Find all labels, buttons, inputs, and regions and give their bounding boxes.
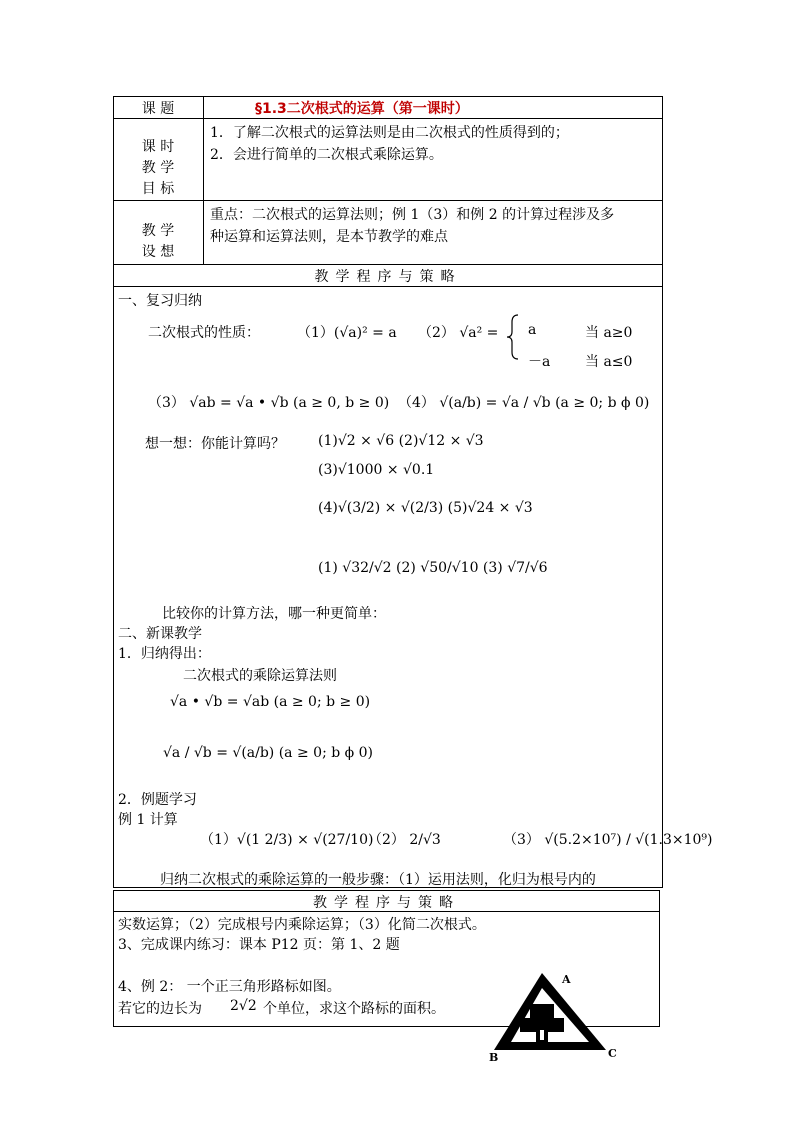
example-1-a: （1）√(1 2/3) × √(27/10)	[200, 832, 374, 848]
vertex-a-label: A	[562, 973, 571, 986]
subheading-2: 2．例题学习	[118, 792, 197, 808]
rule-divide: √a / √b = √(a/b) (a ≥ 0; b ϕ 0)	[163, 745, 374, 761]
side-length-value: 2√2	[230, 998, 257, 1014]
property-1: （1）(√a)² = a	[297, 325, 397, 341]
practice-text: 3、完成课内练习：课本 P12 页：第 1、2 题	[118, 937, 400, 953]
exercise-line: (3)√1000 × √0.1	[318, 462, 435, 478]
section-header: 教学程序与策略	[314, 269, 462, 285]
example-2-side-label: 若它的边长为	[118, 1001, 202, 1017]
review-heading: 一、复习归纳	[118, 293, 202, 309]
case-2: －a	[528, 354, 551, 370]
continue-text: 实数运算；（2）完成根号内乘除运算；（3）化简二次根式。	[118, 917, 486, 933]
brace-icon	[506, 314, 520, 360]
example-1-label: 例 1 计算	[118, 812, 178, 828]
case-1: a	[528, 322, 537, 338]
subheading-1: 1．归纳得出：	[118, 646, 211, 662]
compare-text: 比较你的计算方法，哪一种更简单：	[162, 606, 386, 622]
triangle-sign-figure	[488, 968, 613, 1060]
newlesson-heading: 二、新课教学	[118, 626, 202, 642]
property-4: （4） √(a/b) = √a / √b (a ≥ 0; b ϕ 0)	[398, 395, 650, 411]
vertex-b-label: B	[489, 1051, 499, 1064]
design-label: 教 学 设 想	[141, 223, 175, 260]
case-2-condition: 当 a≤0	[585, 354, 633, 370]
example-1-c: （3） √(5.2×10⁷) / √(1.3×10⁹)	[503, 832, 713, 848]
rule-title: 二次根式的乘除运算法则	[183, 668, 337, 684]
example-2-question: 个单位，求这个路标的面积。	[263, 1001, 445, 1017]
vertex-c-label: C	[608, 1047, 617, 1060]
case-1-condition: 当 a≥0	[585, 325, 633, 341]
exercise-line: (4)√(3/2) × √(2/3) (5)√24 × √3	[318, 500, 533, 516]
property-2-label: （2） √a² =	[418, 325, 499, 341]
topic-label: 课 题	[141, 101, 175, 117]
design-text: 重点：二次根式的运算法则；例 1（3）和例 2 的计算过程涉及多 种运算和运算法则，是本节教学的难点	[210, 207, 615, 245]
lesson-title: §1.3二次根式的运算（第一课时）	[255, 101, 469, 117]
goal-label: 课 时 教 学 目 标	[141, 139, 175, 197]
rule-multiply: √a • √b = √ab (a ≥ 0; b ≥ 0)	[170, 694, 371, 710]
think-prompt: 想一想：你能计算吗？	[145, 436, 285, 452]
goal-item: 2．会进行简单的二次根式乘除运算。	[210, 147, 443, 163]
summary-text: 归纳二次根式的乘除运算的一般步骤：（1）运用法则，化归为根号内的	[160, 872, 596, 888]
exercise-line: (1)√2 × √6 (2)√12 × √3	[318, 433, 484, 449]
goal-item: 1．了解二次根式的运算法则是由二次根式的性质得到的；	[210, 125, 569, 141]
goals-list	[210, 122, 569, 166]
property-3: （3） √ab = √a • √b (a ≥ 0, b ≥ 0)	[148, 395, 390, 411]
example-2-text: 4、例 2： 一个正三角形路标如图。	[118, 979, 341, 995]
example-1-b: （2） 2/√3	[368, 832, 441, 848]
section-header-2: 教学程序与策略	[313, 895, 460, 911]
props-label: 二次根式的性质：	[148, 325, 260, 341]
exercise-line: (1) √32/√2 (2) √50/√10 (3) √7/√6	[318, 560, 548, 576]
